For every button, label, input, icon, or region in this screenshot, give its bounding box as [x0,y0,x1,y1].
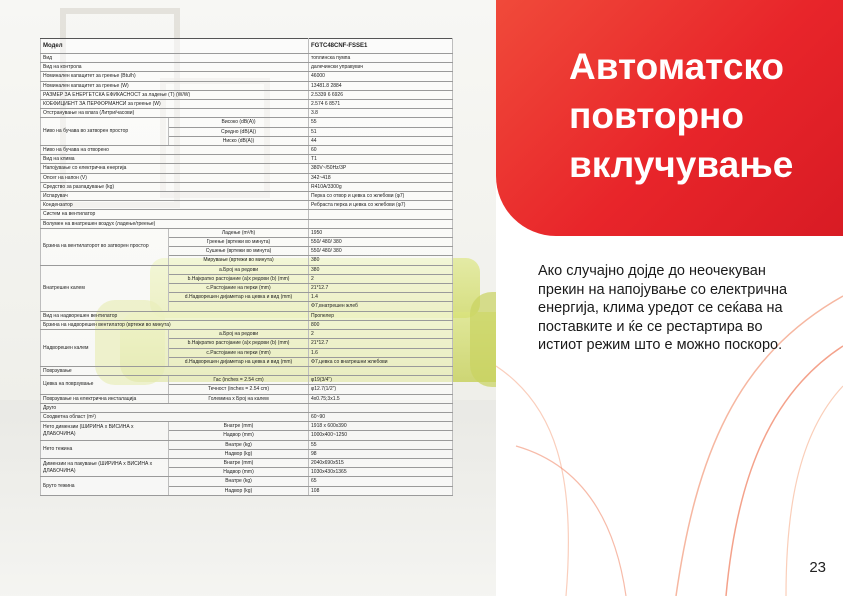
table-row [41,201,453,210]
row-label: Средство за разладување (kg) [41,182,309,191]
table-row [41,164,453,173]
row-value: 3.8 [309,109,453,118]
row-label: Отстранување на влага (Литри/часови) [41,109,309,118]
row-value: 98 [309,449,453,458]
row-value: φ19(3/4") [309,376,453,385]
row-sublabel: Високо (dB(A)) [169,118,309,127]
table-row [41,90,453,99]
row-label: Испарувач [41,192,309,201]
row-sublabel [169,302,309,311]
row-sublabel: a.Број на редови [169,265,309,274]
table-row [41,265,453,274]
row-value: 21*12.7 [309,284,453,293]
row-sublabel: d.Надворешен дијаметар на цевка и вид (mm) [169,357,309,366]
row-value: 51 [309,127,453,136]
heading-line-1: Автоматско [569,46,785,87]
row-label: Вид на клима [41,155,309,164]
row-value: 108 [309,486,453,495]
row-label: Брзина на надворешен вентилатор (вртежи во минута) [41,320,309,329]
row-label: РАЗМЕР ЗА ЕНЕРГЕТСКА ЕФИКАСНОСТ за ладење (Т) (W/W) [41,90,309,99]
row-value: 2040x690x515 [309,458,453,467]
table-row [41,155,453,164]
row-value: далечински управувач [309,63,453,72]
row-sublabel: b.Најкратко растојание (a)x редови (b) (mm) [169,274,309,283]
heading-line-2: повторно [569,95,744,136]
table-row [41,182,453,191]
table-row [41,228,453,237]
row-sublabel: Надвор (kg) [169,486,309,495]
row-sublabel: c.Растојание на перки (mm) [169,348,309,357]
row-label: Систем на вентилатор [41,210,309,219]
table-row [41,394,453,403]
spec-table [40,38,453,496]
row-value: 1950 [309,228,453,237]
table-row [41,81,453,90]
row-value: 342~418 [309,173,453,182]
table-row [41,63,453,72]
group-label: Нето димензии (ШИРИНА x ВИСИНА x ДЛАБОЧИНА) [41,422,169,440]
table-row [41,173,453,182]
row-value: 2 [309,274,453,283]
table-row [41,422,453,431]
row-value: 380 [309,265,453,274]
row-value: 550/ 480/ 380 [309,247,453,256]
group-label: Брзина на вентилаторот во затворен простор [41,228,169,265]
header-model: FGTC48CNF-FSSE1 [309,39,453,54]
row-sublabel: Гас (inches = 2.54 cm) [169,376,309,385]
row-value: 800 [309,320,453,329]
group-label: Надворешен калем [41,330,169,367]
spec-table-body [41,39,453,496]
row-label: Соодветна област (m²) [41,412,309,421]
row-value: Φ7,цевка со внатрешни жлебови [309,357,453,366]
row-value: 380 [309,256,453,265]
row-label: Вид на контрола [41,63,309,72]
group-label: Нето тежина [41,440,169,458]
table-row [41,118,453,127]
table-row [41,311,453,320]
table-row [41,477,453,486]
row-value [309,210,453,219]
row-value: 380V~/50Hz/3P [309,164,453,173]
row-sublabel: b.Најкратко растојание (a)x редови (b) (mm) [169,339,309,348]
row-value: 13481.8 2884 [309,81,453,90]
table-row [41,72,453,81]
row-value: Φ7,внатрешен жлеб [309,302,453,311]
spec-table-container [40,38,452,496]
heading-line-3: вклучување [569,144,794,185]
row-sublabel: Внатре (mm) [169,458,309,467]
row-value: Перка со отвор и цевка со жлебови (φ7) [309,192,453,201]
group-label: Внатрешен калем [41,265,169,311]
row-label: Ниво на бучава на отворено [41,146,309,155]
table-row [41,320,453,329]
row-value: 1.4 [309,293,453,302]
group-label: Цевка на поврзување [41,376,169,394]
row-value: 2 [309,330,453,339]
row-value: 1.6 [309,348,453,357]
row-label: Поврзување на електрична инсталација [41,394,169,403]
row-sublabel: Ладење (m³/h) [169,228,309,237]
table-row [41,458,453,467]
table-row [41,219,453,228]
row-value: 60 [309,146,453,155]
row-value: 55 [309,118,453,127]
row-sublabel: Средно (dB(A)) [169,127,309,136]
row-sublabel: Мирување (вртежи во минута) [169,256,309,265]
row-label: Опсег на напон (V) [41,173,309,182]
row-sublabel: Надвор (kg) [169,449,309,458]
row-sublabel: Надвор (mm) [169,431,309,440]
row-value [309,366,453,375]
row-value: 1000x400~1250 [309,431,453,440]
page-heading [569,42,829,189]
table-row [41,100,453,109]
row-value: 21*12.7 [309,339,453,348]
row-label: Волумен на внатрешен воздух (ладење/греење) [41,219,309,228]
row-label: Поврзување [41,366,309,375]
row-sublabel: Сушење (вртежи во минута) [169,247,309,256]
table-row [41,210,453,219]
table-row [41,109,453,118]
row-value: Пропелер [309,311,453,320]
row-value: Ребраста перка и цевка со жлебови (φ7) [309,201,453,210]
row-sublabel: a.Број на редови [169,330,309,339]
group-label: Димензии на пакување (ШИРИНА x ВИСИНА x ДЛАБОЧИНА) [41,458,169,476]
row-sublabel: c.Растојание на перки (mm) [169,284,309,293]
table-row [41,376,453,385]
row-value [309,403,453,412]
table-row [41,330,453,339]
row-sublabel: d.Надворешен дијаметар на цевка и вид (mm) [169,293,309,302]
row-sublabel: Внатре (mm) [169,422,309,431]
row-label: Вид на надворешен вентилатор [41,311,309,320]
table-row [41,54,453,63]
row-value: топлинска пумпа [309,54,453,63]
body-paragraph: Ако случајно дојде до неочекуван прекин на напојување со електрична енергија, клима уредот се сеќава на поставките и ќе се рестартира во истиот режим што е можно поскоро. [538,263,788,353]
group-label: Бруто тежина [41,477,169,495]
row-sublabel: Внатре (kg) [169,440,309,449]
row-sublabel: Надвор (mm) [169,468,309,477]
row-value [309,219,453,228]
row-sublabel: Големина x Број на калем [169,394,309,403]
row-value: 60~90 [309,412,453,421]
row-value: 1030x430x1365 [309,468,453,477]
header-label: Модел [41,39,309,54]
row-value: 2.574 6 8571 [309,100,453,109]
row-value: 4x0.75;3x1.5 [309,394,453,403]
row-sublabel: Греење (вртежи во минута) [169,238,309,247]
page-number: 23 [809,559,826,576]
row-value: 65 [309,477,453,486]
row-label: Друго [41,403,309,412]
spec-table-header [41,39,453,54]
table-row [41,192,453,201]
row-sublabel: Ниско (dB(A)) [169,136,309,145]
row-label: Кондензатор [41,201,309,210]
row-value: 550/ 480/ 380 [309,238,453,247]
row-value: T1 [309,155,453,164]
row-value: 1918 x 600x390 [309,422,453,431]
table-row [41,146,453,155]
row-label: Номинален капацитет за греење (W) [41,81,309,90]
row-label: КОЕФИЦИЕНТ ЗА ПЕРФОРМАНСИ за греење (W) [41,100,309,109]
row-value: 46000 [309,72,453,81]
row-value: 2.5339 6 6926 [309,90,453,99]
table-row [41,412,453,421]
row-sublabel: Внатре (kg) [169,477,309,486]
table-row [41,403,453,412]
row-value: 55 [309,440,453,449]
row-label: Напојување со електрична енергија [41,164,309,173]
row-value: φ12.7(1/2") [309,385,453,394]
row-label: Номинален капацитет за греење (Btu/h) [41,72,309,81]
row-value: 44 [309,136,453,145]
row-sublabel: Течност (inches = 2.54 cm) [169,385,309,394]
group-label: Ниво на бучава во затворен простор [41,118,169,146]
row-value: R410A/3300g [309,182,453,191]
table-row [41,440,453,449]
table-row [41,366,453,375]
row-label: Вид [41,54,309,63]
